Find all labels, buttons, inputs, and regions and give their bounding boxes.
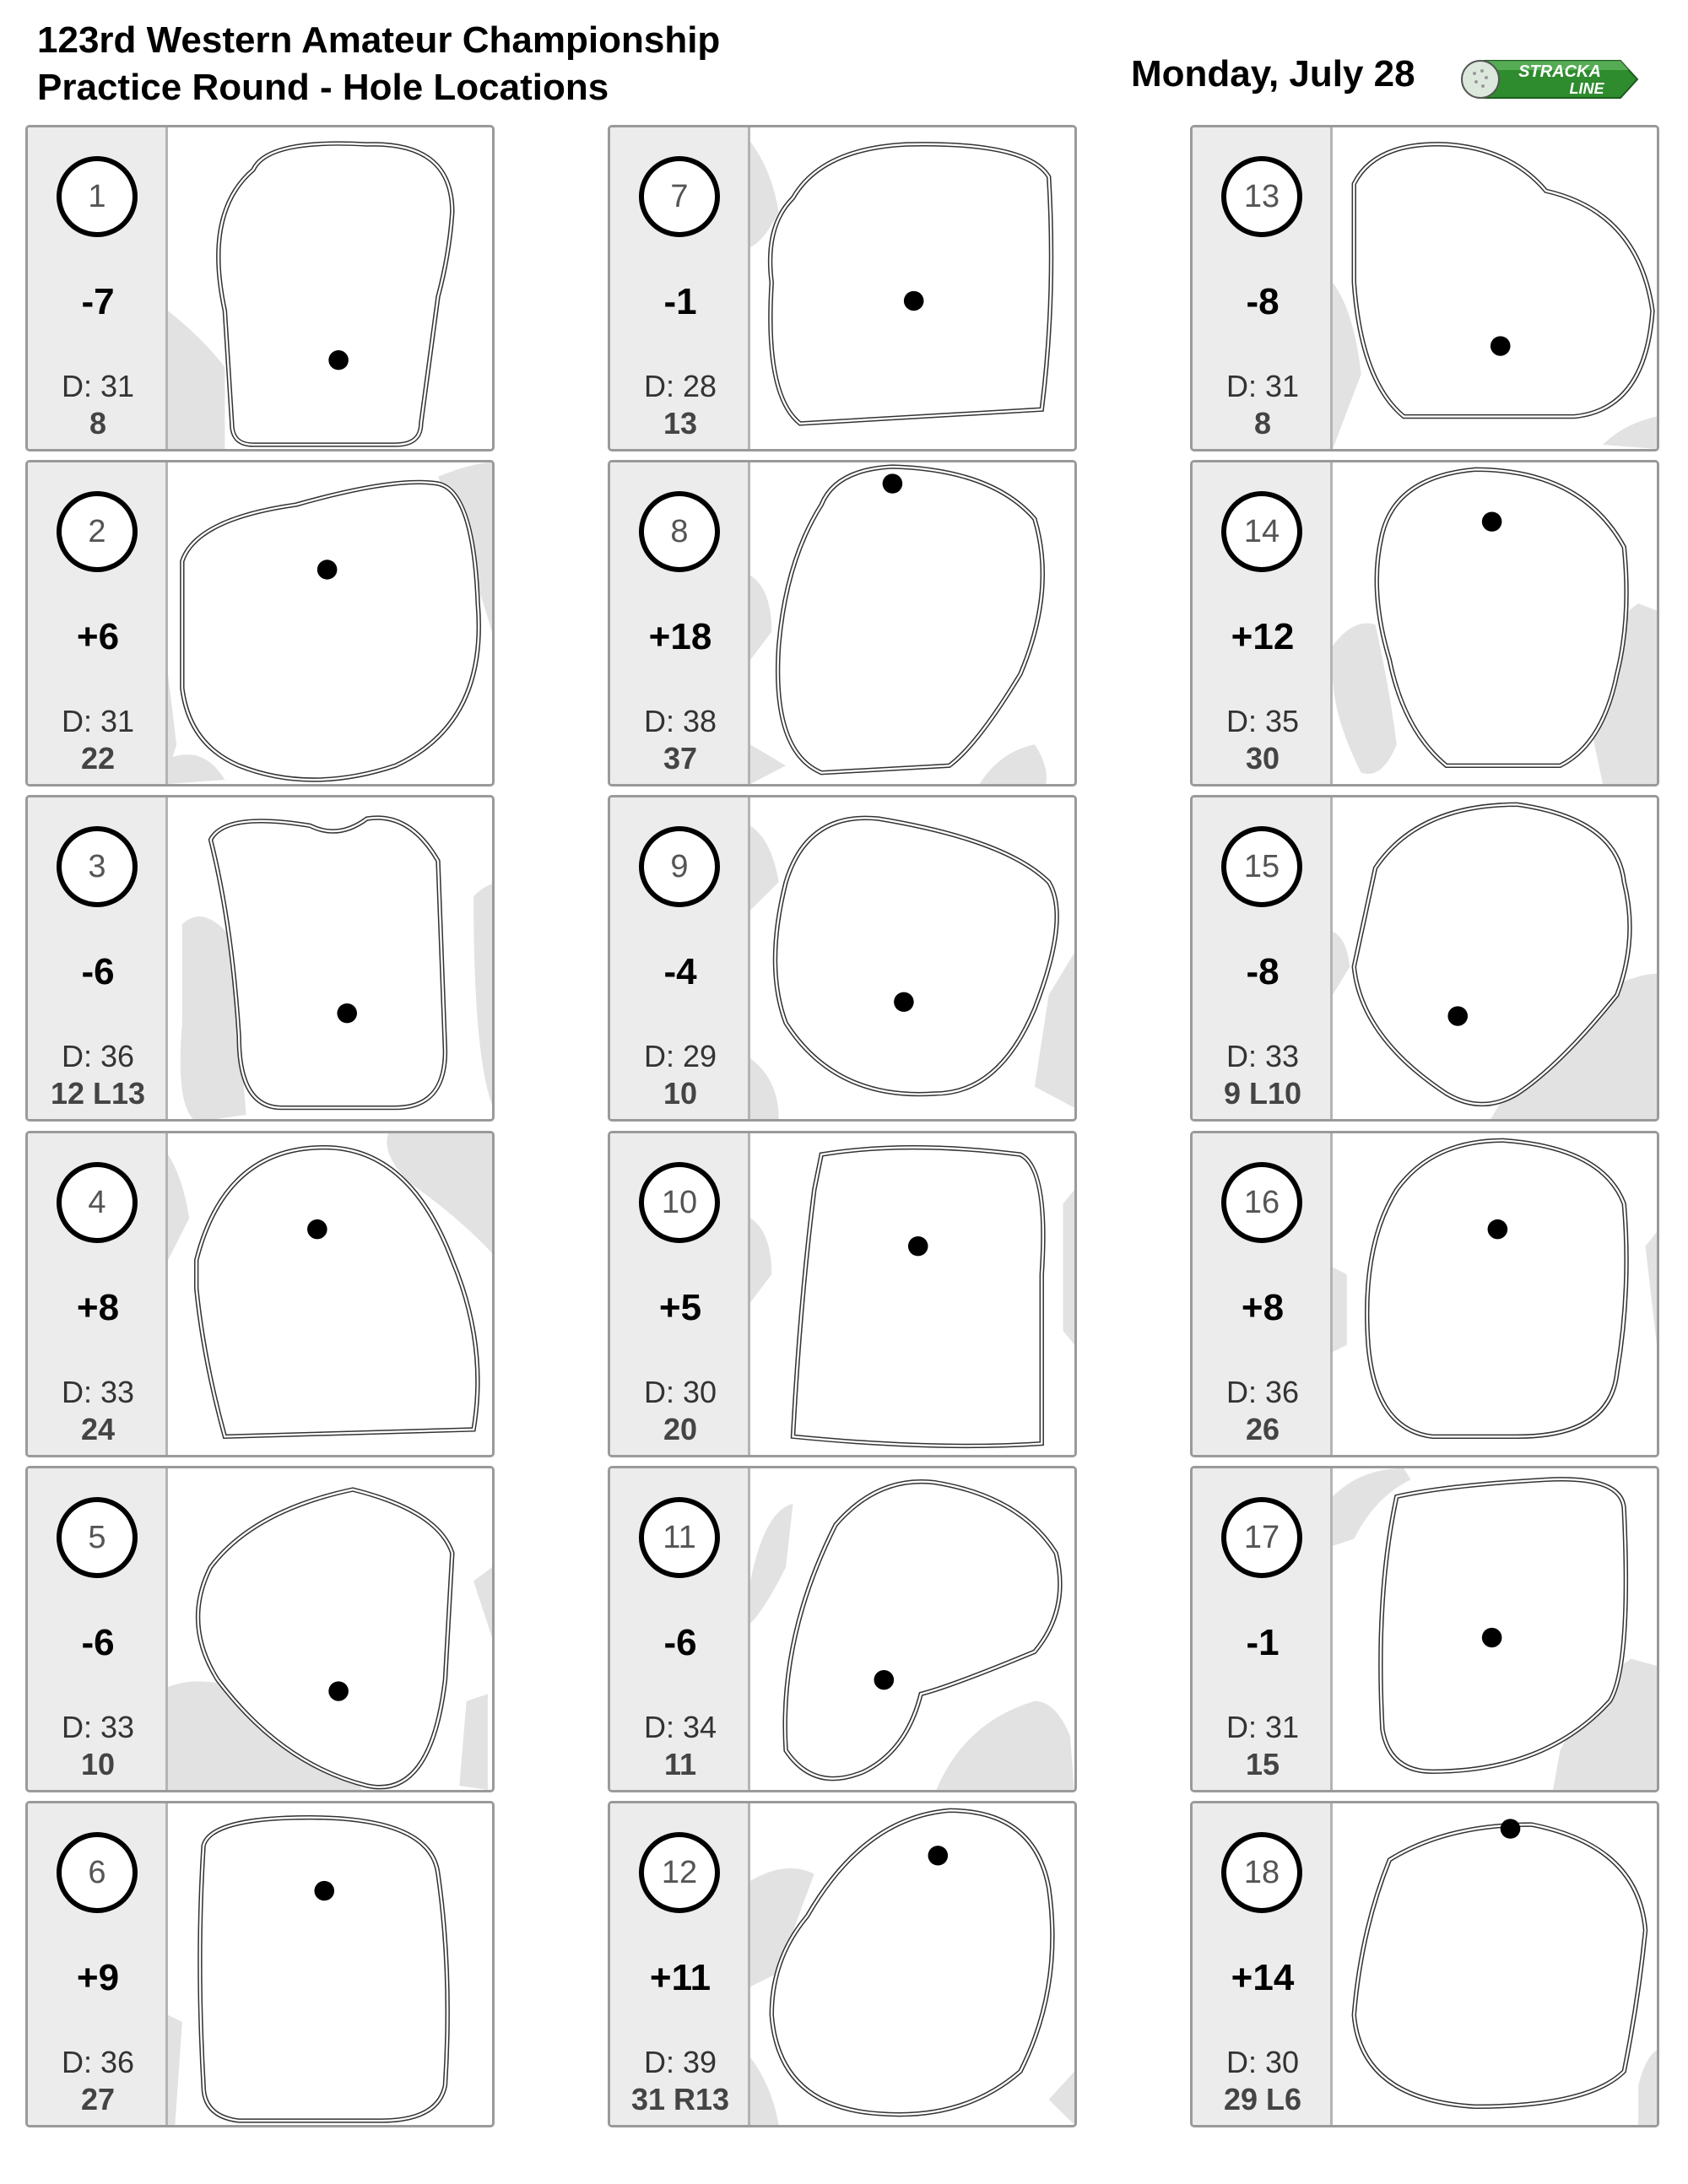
hole-info-panel [1193, 1803, 1333, 2125]
hole-card [1190, 1466, 1659, 1792]
hole-score: -6 [81, 1622, 115, 1663]
hole-position: 8 [89, 406, 107, 441]
green-diagram [750, 127, 1074, 449]
hole-number: 10 [639, 1162, 720, 1243]
hole-score: -1 [663, 281, 697, 322]
hole-score: +8 [1241, 1287, 1285, 1328]
hole-score: +8 [76, 1287, 120, 1328]
bunker [1063, 1190, 1074, 1345]
hole-position: 30 [1245, 741, 1280, 776]
hole-number: 8 [639, 491, 720, 572]
hole-card [25, 125, 495, 451]
hole-info-panel [28, 127, 168, 449]
title-line-1: 123rd Western Amateur Championship [37, 19, 721, 61]
bunker [1049, 2072, 1074, 2126]
hole-card [608, 795, 1077, 1122]
hole-position: 12 L13 [50, 1076, 146, 1111]
hole-card [1190, 1131, 1659, 1457]
hole-number: 5 [57, 1497, 138, 1578]
pin-marker [904, 291, 924, 311]
bunker [473, 882, 492, 1119]
bunker [935, 1701, 1074, 1790]
hole-depth: D: 31 [61, 704, 135, 738]
hole-info-panel [28, 1803, 168, 2125]
bunker [1646, 1232, 1657, 1345]
pin-marker [307, 1219, 327, 1239]
green-diagram [1333, 1468, 1657, 1790]
hole-number: 3 [57, 826, 138, 907]
hole-number: 12 [639, 1832, 720, 1913]
green-diagram [168, 797, 492, 1119]
bunker [977, 744, 1046, 784]
hole-info-panel [610, 1133, 750, 1455]
hole-score: -6 [663, 1622, 697, 1663]
green-diagram [1333, 127, 1657, 449]
hole-card [1190, 1801, 1659, 2127]
bunker [750, 1504, 793, 1624]
hole-info-panel [610, 1803, 750, 2125]
bunker [750, 1058, 779, 1119]
hole-score: -4 [663, 951, 697, 992]
hole-number: 1 [57, 156, 138, 237]
green-diagram [750, 462, 1074, 784]
hole-number: 6 [57, 1832, 138, 1913]
hole-position: 31 R13 [630, 2082, 730, 2116]
hole-position: 10 [80, 1747, 116, 1781]
hole-score: -8 [1246, 951, 1280, 992]
hole-number: 14 [1221, 491, 1302, 572]
bunker [750, 825, 779, 910]
hole-score: -1 [1246, 1622, 1280, 1663]
bunker [750, 2057, 779, 2125]
hole-card [25, 460, 495, 787]
hole-card [608, 1801, 1077, 2127]
hole-score: +12 [1231, 616, 1295, 657]
pin-marker [1501, 1819, 1521, 1838]
hole-number: 18 [1221, 1832, 1302, 1913]
green-outline [219, 143, 452, 445]
hole-depth: D: 36 [61, 2045, 135, 2079]
pin-marker [317, 560, 338, 579]
green-diagram [750, 797, 1074, 1119]
bunker [1333, 1268, 1347, 1352]
green-diagram [1333, 797, 1657, 1119]
pin-marker [928, 1846, 949, 1865]
logo-text-bottom: LINE [1569, 80, 1604, 97]
hole-score: +11 [649, 1957, 711, 1998]
hole-position: 26 [1245, 1412, 1280, 1446]
green-diagram [750, 1133, 1074, 1455]
green-outline [1377, 469, 1626, 765]
hole-info-panel [1193, 462, 1333, 784]
pin-marker [1491, 336, 1511, 355]
pin-marker [314, 1881, 334, 1900]
hole-number: 15 [1221, 826, 1302, 907]
hole-score: +18 [648, 616, 712, 657]
hole-info-panel [28, 797, 168, 1119]
pin-marker [328, 350, 349, 370]
logo-text-top: STRACKA [1518, 62, 1601, 81]
hole-card [1190, 460, 1659, 787]
hole-info-panel [1193, 1133, 1333, 1455]
hole-card [608, 125, 1077, 451]
stracka-line-logo [1460, 52, 1646, 108]
green-outline [200, 1818, 447, 2121]
green-diagram [1333, 462, 1657, 784]
page-title [37, 17, 720, 111]
hole-number: 17 [1221, 1497, 1302, 1578]
hole-card [608, 1466, 1077, 1792]
hole-position: 29 L6 [1223, 2082, 1302, 2116]
hole-info-panel [28, 1133, 168, 1455]
green-diagram [750, 1468, 1074, 1790]
hole-depth: D: 31 [1225, 369, 1300, 403]
pin-marker [1482, 511, 1502, 531]
hole-depth: D: 38 [643, 704, 717, 738]
green-diagram [168, 1803, 492, 2125]
hole-depth: D: 33 [1225, 1039, 1300, 1073]
hole-position: 15 [1245, 1747, 1280, 1781]
hole-info-panel [28, 1468, 168, 1790]
hole-depth: D: 33 [61, 1375, 135, 1409]
hole-score: +6 [76, 616, 120, 657]
green-outline [793, 1148, 1043, 1446]
hole-depth: D: 29 [643, 1039, 717, 1073]
bunker [750, 1218, 771, 1302]
hole-position: 37 [663, 741, 698, 776]
hole-card [25, 1466, 495, 1792]
hole-score: +14 [1231, 1957, 1295, 1998]
pin-marker [1482, 1628, 1502, 1647]
hole-info-panel [610, 797, 750, 1119]
hole-card [25, 795, 495, 1122]
green-diagram [750, 1803, 1074, 2125]
hole-info-panel [610, 462, 750, 784]
green-outline [1354, 144, 1653, 417]
hole-number: 7 [639, 156, 720, 237]
bunker [750, 576, 771, 660]
hole-depth: D: 36 [61, 1039, 135, 1073]
hole-number: 13 [1221, 156, 1302, 237]
pin-marker [328, 1681, 349, 1700]
hole-number: 16 [1221, 1162, 1302, 1243]
hole-card [25, 1131, 495, 1457]
pin-marker [908, 1236, 928, 1256]
hole-card [1190, 795, 1659, 1122]
pin-marker [883, 473, 903, 493]
bunker [459, 1694, 488, 1790]
hole-number: 2 [57, 491, 138, 572]
hole-score: -7 [81, 281, 115, 322]
hole-depth: D: 28 [643, 369, 717, 403]
green-diagram [168, 1468, 492, 1790]
green-diagram [1333, 1803, 1657, 2125]
green-diagram [168, 1133, 492, 1455]
hole-position: 22 [80, 741, 116, 776]
hole-card [608, 460, 1077, 787]
green-diagram [168, 127, 492, 449]
hole-card [25, 1801, 495, 2127]
green-outline [182, 482, 479, 780]
bunker [1333, 932, 1350, 995]
bunker [168, 1154, 189, 1260]
hole-card [1190, 125, 1659, 451]
hole-depth: D: 34 [643, 1710, 717, 1744]
hole-position: 9 L10 [1223, 1076, 1302, 1111]
hole-position: 11 [663, 1747, 697, 1781]
hole-depth: D: 33 [61, 1710, 135, 1744]
pin-marker [1488, 1219, 1508, 1239]
bunker [1603, 417, 1657, 449]
hole-score: +9 [76, 1957, 120, 1998]
hole-card [608, 1131, 1077, 1457]
hole-position: 27 [80, 2082, 116, 2116]
green-diagram [1333, 1133, 1657, 1455]
hole-depth: D: 36 [1225, 1375, 1300, 1409]
title-line-2: Practice Round - Hole Locations [37, 67, 609, 108]
hole-info-panel [1193, 1468, 1333, 1790]
bunker [168, 311, 225, 449]
hole-score: -6 [81, 951, 115, 992]
bunker [473, 1567, 492, 1638]
hole-info-panel [1193, 797, 1333, 1119]
hole-position: 13 [663, 406, 698, 441]
hole-info-panel [610, 1468, 750, 1790]
hole-number: 11 [639, 1497, 720, 1578]
pin-marker [337, 1003, 357, 1023]
round-date: Monday, July 28 [1131, 53, 1415, 95]
hole-info-panel [1193, 127, 1333, 449]
green-diagram [168, 462, 492, 784]
hole-position: 8 [1253, 406, 1272, 441]
green-outline [1354, 1825, 1645, 2106]
hole-info-panel [610, 127, 750, 449]
hole-depth: D: 31 [61, 369, 135, 403]
green-outline [775, 818, 1057, 1094]
pin-marker [1447, 1006, 1468, 1025]
hole-depth: D: 30 [1225, 2045, 1300, 2079]
hole-number: 9 [639, 826, 720, 907]
bunker [1638, 2050, 1657, 2125]
bunker [168, 2015, 182, 2125]
hole-depth: D: 39 [643, 2045, 717, 2079]
green-outline [771, 1810, 1052, 2114]
green-outline [771, 144, 1052, 424]
hole-score: -8 [1246, 281, 1280, 322]
hole-depth: D: 30 [643, 1375, 717, 1409]
hole-position: 10 [663, 1076, 698, 1111]
green-outline [211, 818, 446, 1108]
hole-info-panel [28, 462, 168, 784]
hole-depth: D: 31 [1225, 1710, 1300, 1744]
bunker [750, 744, 786, 784]
pin-marker [894, 992, 914, 1012]
hole-position: 20 [663, 1412, 698, 1446]
hole-position: 24 [80, 1412, 116, 1446]
hole-depth: D: 35 [1225, 704, 1300, 738]
pin-marker [874, 1670, 895, 1689]
hole-number: 4 [57, 1162, 138, 1243]
green-outline [1367, 1140, 1626, 1436]
hole-score: +5 [658, 1287, 702, 1328]
bunker [168, 754, 225, 784]
